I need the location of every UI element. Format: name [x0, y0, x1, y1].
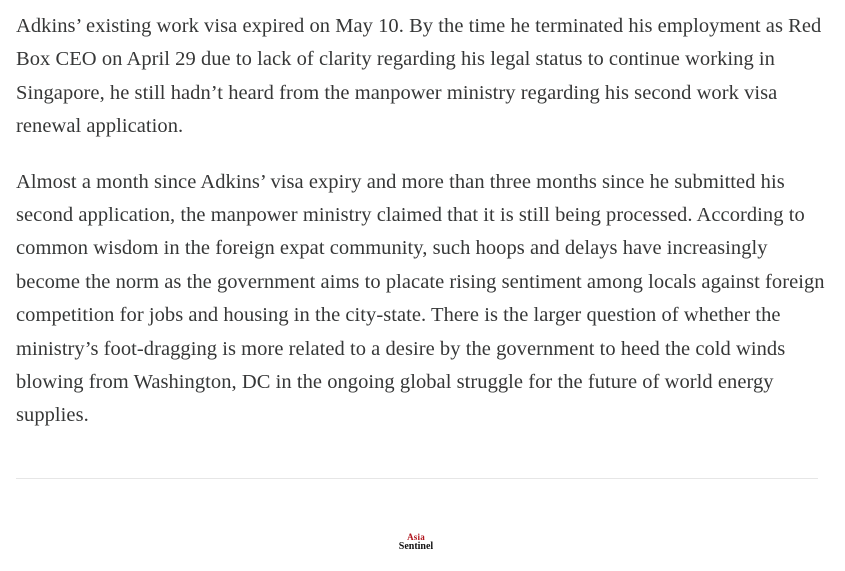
article-body [16, 10, 828, 455]
logo-word-sentinel: Sentinel [398, 541, 434, 552]
footer-divider [16, 478, 818, 479]
article-paragraph-2: Almost a month since Adkins’ visa expiry and more than three months since he submitted his second application, the manpower ministry claimed that it is still being processed. According to common wisdom in the foreign expat community, such hoops and delays have increasingly become the norm as the government aims to placate rising sentiment among locals against foreign competition for jobs and housing in the city-state. There is the larger question of whether the ministry’s foot-dragging is more related to a desire by the government to heed the cold winds blowing from Washington, DC in the ongoing global struggle for the future of world energy supplies. [16, 170, 825, 427]
article-paragraph-1: Adkins’ existing work visa expired on May 10. By the time he terminated his employment as Red Box CEO on April 29 due to lack of clarity regarding his legal status to continue working in Singapore, he still hadn’t heard from the manpower ministry regarding his second work visa renewal application. [16, 15, 822, 138]
asia-sentinel-logo[interactable] [388, 533, 444, 552]
logo-word-asia: Asia [407, 532, 425, 542]
